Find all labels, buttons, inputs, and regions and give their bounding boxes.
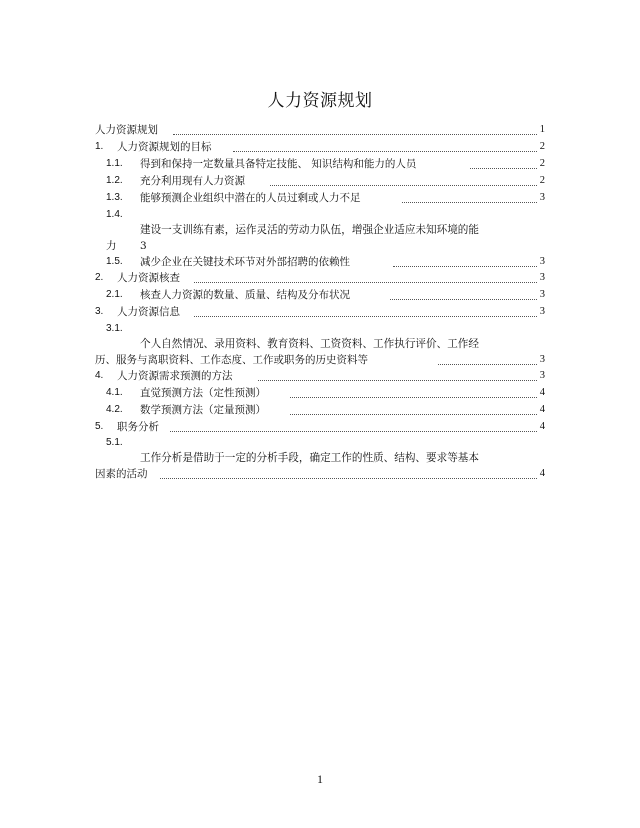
- toc-leader-dots: [393, 266, 537, 267]
- toc-entry-continuation[interactable]: [0, 465, 640, 483]
- toc-entry-text: 减少企业在关键技术环节对外部招聘的依赖性: [140, 256, 350, 268]
- toc-entry-number: 2.: [95, 272, 104, 283]
- toc-entry-number: 1.2.: [106, 175, 123, 186]
- toc-entry-number: 1.4.: [106, 209, 123, 220]
- toc-page-number: 4: [539, 387, 545, 398]
- toc-entry-number: 2.1.: [106, 289, 123, 300]
- toc-entry-text: 直觉预测方法（定性预测）: [140, 387, 266, 399]
- toc-entry[interactable]: [0, 286, 640, 304]
- toc-entry-number: 1.3.: [106, 192, 123, 203]
- toc-leader-dots: [438, 364, 537, 365]
- toc-entry-number: 4.1.: [106, 387, 123, 398]
- toc-leader-dots: [233, 151, 537, 152]
- toc-leader-dots: [290, 414, 537, 415]
- toc-leader-dots: [402, 202, 537, 203]
- toc-leader-dots: [258, 380, 537, 381]
- toc-leader-dots: [390, 299, 537, 300]
- toc-entry[interactable]: [0, 401, 640, 419]
- toc-entry-number: 4.: [95, 370, 104, 381]
- toc-entry-text: 核查人力资源的数量、质量、结构及分布状况: [140, 289, 350, 301]
- toc-entry-number: 1.: [95, 141, 104, 152]
- toc-entry[interactable]: [0, 172, 640, 190]
- toc-entry-number: 5.: [95, 421, 104, 432]
- toc-entry-text: 人力资源规划: [95, 124, 158, 136]
- toc-entry-text: 建设一支训练有素，运作灵活的劳动力队伍，增强企业适应未知环境的能: [140, 224, 479, 236]
- toc-leader-dots: [194, 282, 537, 283]
- toc-entry[interactable]: [0, 138, 640, 156]
- toc-entry[interactable]: [0, 189, 640, 207]
- toc-page-number: 2: [539, 175, 545, 186]
- toc-entry-text: 个人自然情况、录用资料、教育资料、工资资料、工作执行评价、工作经: [140, 338, 479, 350]
- toc-page-number: 3: [539, 370, 545, 381]
- toc-entry-number: 4.2.: [106, 404, 123, 415]
- toc-page-number: 3: [539, 306, 545, 317]
- toc-leader-dots: [160, 478, 537, 479]
- toc-entry-text: 人力资源核查: [117, 272, 180, 284]
- toc-entry-number: 1.5.: [106, 256, 123, 267]
- toc-page-number: 3: [539, 272, 545, 283]
- toc-entry[interactable]: [0, 121, 640, 139]
- toc-entry[interactable]: [0, 269, 640, 287]
- toc-page-number: 3: [539, 289, 545, 300]
- toc-entry-text: 工作分析是借助于一定的分析手段，确定工作的性质、结构、要求等基本: [140, 452, 479, 464]
- toc-entry-text: 人力资源需求预测的方法: [117, 370, 233, 382]
- toc-page-number: 2: [539, 141, 545, 152]
- page-number: 1: [317, 772, 323, 786]
- toc-page-number: 1: [539, 124, 545, 135]
- toc-entry[interactable]: [0, 384, 640, 402]
- toc-entry-text-continued: 因素的活动: [95, 468, 148, 480]
- toc-page-number-inline: 3: [140, 240, 147, 252]
- toc-entry-text: 充分利用现有人力资源: [140, 175, 245, 187]
- toc-page-number: 2: [539, 158, 545, 169]
- toc-entry-text: 数学预测方法（定量预测）: [140, 404, 266, 416]
- toc-entry-number: 5.1.: [106, 437, 123, 448]
- toc-entry[interactable]: [0, 155, 640, 173]
- toc-page-number: 4: [539, 421, 545, 432]
- toc-page-number: 4: [539, 468, 545, 479]
- toc-leader-dots: [470, 168, 537, 169]
- toc-entry-text-continued: 力: [106, 240, 117, 252]
- toc-leader-dots: [170, 431, 537, 432]
- toc-entry[interactable]: [0, 303, 640, 321]
- toc-leader-dots: [290, 397, 537, 398]
- toc-leader-dots: [194, 316, 537, 317]
- toc-entry[interactable]: [0, 367, 640, 385]
- toc-entry-text: 得到和保持一定数量具备特定技能、 知识结构和能力的人员: [140, 158, 417, 170]
- toc-page-number: 3: [539, 256, 545, 267]
- toc-page-number: 3: [539, 354, 545, 365]
- toc-leader-dots: [173, 134, 537, 135]
- toc-entry-text-continued: 历、服务与离职资料、工作态度、工作或职务的历史资料等: [95, 354, 368, 366]
- toc-entry-number: 1.1.: [106, 158, 123, 169]
- document-title: 人力资源规划: [267, 91, 373, 111]
- toc-entry-text: 职务分析: [117, 421, 159, 433]
- toc-entry-text: 能够预测企业组织中潜在的人员过剩或人力不足: [140, 192, 361, 204]
- toc-page-number: 3: [539, 192, 545, 203]
- toc-page-number: 4: [539, 404, 545, 415]
- toc-entry-number: 3.: [95, 306, 104, 317]
- toc-entry-text: 人力资源信息: [117, 306, 180, 318]
- toc-entry-number: 3.1.: [106, 323, 123, 334]
- toc-leader-dots: [270, 185, 537, 186]
- toc-entry-text: 人力资源规划的目标: [117, 141, 212, 153]
